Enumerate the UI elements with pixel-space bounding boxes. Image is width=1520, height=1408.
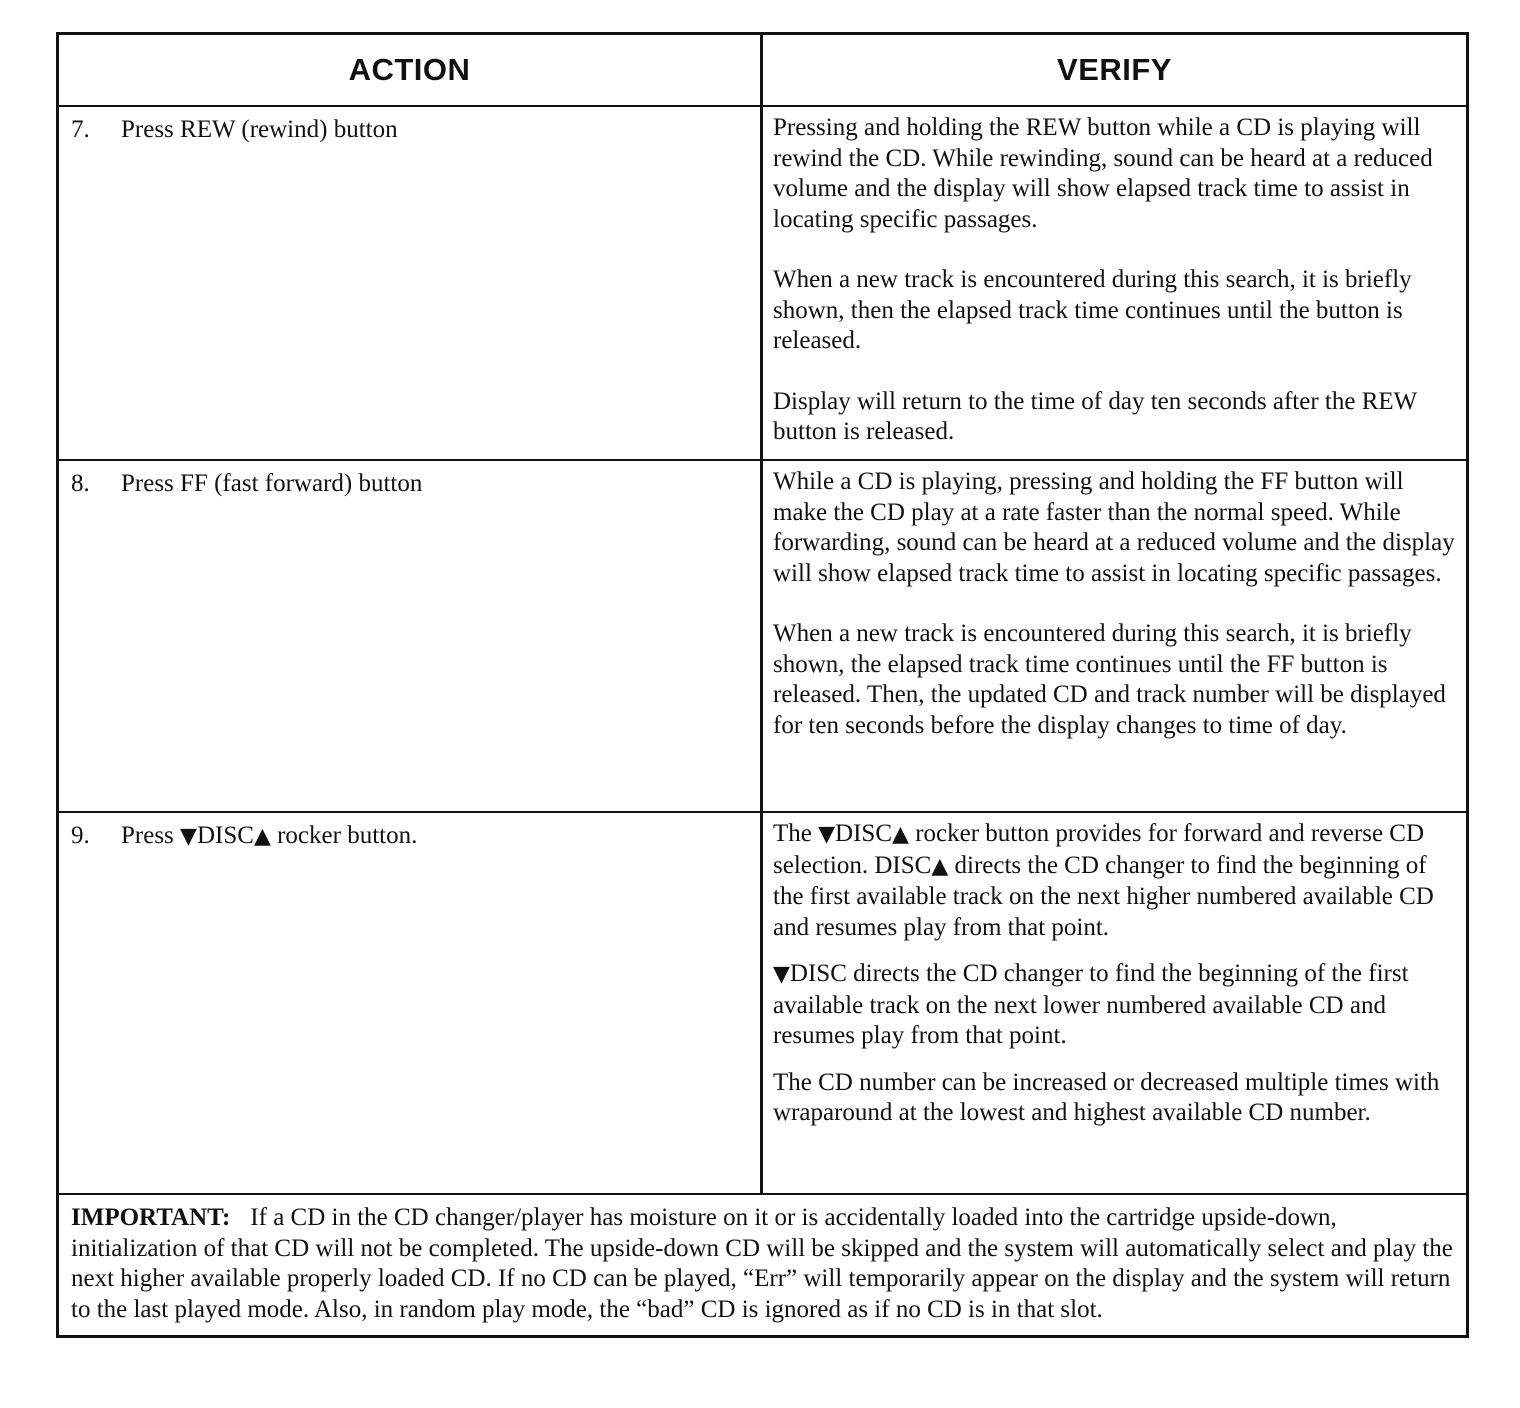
verify-header: VERIFY (1057, 52, 1172, 87)
verify-paragraph: ▼DISC directs the CD changer to find the beginning of the first available track on the next lower numbered available CD and resumes play from that point. (773, 960, 1409, 1049)
down-triangle-icon: ▼ (773, 962, 790, 987)
table-row (59, 813, 1466, 1195)
table-row (59, 461, 1466, 813)
step-action-text: Press ▼DISC▲ rocker button. (121, 822, 418, 849)
action-cell (59, 461, 763, 811)
verify-paragraph: The ▼DISC▲ rocker button provides for forward and reverse CD selection. DISC▲ directs the CD changer to find the beginning of the first available track on the next higher numbered available CD and resumes play from that point. (773, 820, 1434, 941)
note-row (59, 1195, 1466, 1335)
step-action-text: Press FF (fast forward) button (121, 470, 423, 497)
verify-paragraph: While a CD is playing, pressing and holding the FF button will make the CD play at a rate faster than the normal speed. While forwarding, sound can be heard at a reduced volume and the display will show elapsed track time to assist in locating specific passages. (773, 468, 1455, 587)
table-row (59, 107, 1466, 461)
verify-paragraph: When a new track is encountered during this search, it is briefly shown, the elapsed track time continues until the FF button is released. Then, the updated CD and track number will be displayed for ten seconds before the display changes to time of day. (773, 620, 1446, 739)
verify-paragraph: The CD number can be increased or decreased multiple times with wraparound at the lowest and highest available CD number. (773, 1068, 1440, 1126)
action-cell (59, 813, 763, 1193)
action-header: ACTION (59, 35, 763, 105)
verify-cell (763, 461, 1466, 811)
down-triangle-icon: ▼ (818, 822, 836, 847)
verify-cell (763, 813, 1466, 1193)
procedure-table (56, 32, 1469, 1338)
up-triangle-icon: ▲ (931, 853, 949, 879)
verify-cell (763, 107, 1466, 459)
verify-paragraph: When a new track is encountered during this search, it is briefly shown, then the elapsed track time continues until the button is released. (773, 266, 1412, 354)
step-number: 8. (71, 470, 90, 497)
step (71, 113, 748, 145)
step (71, 819, 748, 852)
note-text: If a CD in the CD changer/player has moisture on it or is accidentally loaded into the cartridge upside-down, initialization of that CD will not be completed. The upside-down CD will be skipped and the system will automatically select and play the next higher available properly loaded CD. If no CD can be played, “Err” will temporarily appear on the display and the system will return to the last played mode. Also, in random play mode, the “bad” CD is ignored as if no CD is in that slot. (71, 1204, 1453, 1323)
action-cell (59, 107, 763, 459)
step (71, 467, 748, 499)
note-label: IMPORTANT: (71, 1204, 231, 1231)
down-triangle-icon: ▼ (180, 824, 197, 849)
step-number: 9. (71, 822, 90, 849)
step-number: 7. (71, 116, 90, 143)
step-action-text: Press REW (rewind) button (121, 116, 398, 143)
up-triangle-icon: ▲ (253, 824, 271, 849)
verify-paragraph: Display will return to the time of day ten seconds after the REW button is released. (773, 387, 1417, 445)
up-triangle-icon: ▲ (892, 822, 909, 847)
verify-paragraph: Pressing and holding the REW button while a CD is playing will rewind the CD. While rewinding, sound can be heard at a reduced volume and the display will show elapsed track time to assist in locating specific passages. (773, 114, 1433, 233)
important-note (59, 1195, 1466, 1335)
header-row (59, 35, 1466, 107)
